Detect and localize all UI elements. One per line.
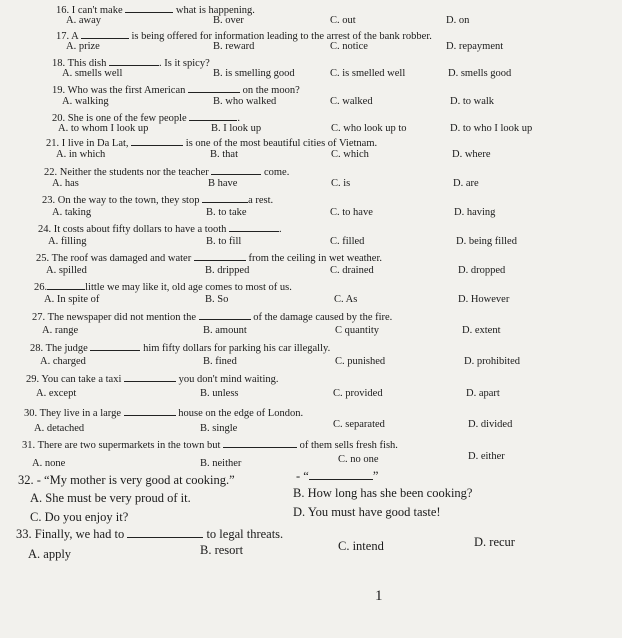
q19-option-b[interactable]: B. who walked [213, 96, 277, 107]
q27-option-b[interactable]: B. amount [203, 325, 247, 336]
q31-option-c[interactable]: C. no one [338, 454, 379, 465]
q29-option-c[interactable]: C. provided [333, 388, 383, 399]
q17-option-d[interactable]: D. repayment [446, 41, 504, 52]
q33-option-b[interactable]: B. resort [200, 543, 244, 557]
q24-option-b[interactable]: B. to fill [206, 236, 242, 247]
page-number: 1 [375, 588, 383, 604]
question-17: 17. A is being offered for information leading to the arrest of the bank robber. [56, 31, 432, 42]
q29-option-b[interactable]: B. unless [200, 388, 239, 399]
question-23: 23. On the way to the town, they stop a rest. [42, 195, 274, 206]
q21-option-b[interactable]: B. that [210, 149, 238, 160]
question-33: 33. Finally, we had to to legal threats. [16, 527, 284, 541]
q25-option-b[interactable]: B. dripped [205, 265, 250, 276]
q31-option-d[interactable]: D. either [468, 451, 505, 462]
q19-option-a[interactable]: A. walking [62, 96, 109, 107]
q20-option-b[interactable]: B. I look up [211, 123, 262, 134]
q18-option-d[interactable]: D. smells good [448, 68, 512, 79]
q33-option-a[interactable]: A. apply [28, 547, 72, 561]
q17-option-c[interactable]: C. notice [330, 41, 368, 52]
q25-option-c[interactable]: C. drained [330, 265, 374, 276]
q23-option-d[interactable]: D. having [454, 207, 496, 218]
q22-option-d[interactable]: D. are [453, 178, 479, 189]
q31-option-a[interactable]: A. none [32, 458, 66, 469]
question-27: 27. The newspaper did not mention the of the damage caused by the fire. [32, 312, 393, 323]
q30-option-b[interactable]: B. single [200, 423, 238, 434]
question-29: 29. You can take a taxi you don't mind waiting. [26, 374, 279, 385]
q26-option-b[interactable]: B. So [205, 294, 229, 305]
q22-option-b[interactable]: B have [208, 178, 238, 189]
q24-option-d[interactable]: D. being filled [456, 236, 517, 247]
question-21: 21. I live in Da Lat, is one of the most beautiful cities of Vietnam. [46, 138, 378, 149]
q21-option-c[interactable]: C. which [331, 149, 369, 160]
q22-option-c[interactable]: C. is [331, 178, 351, 189]
q27-option-c[interactable]: C quantity [335, 325, 380, 336]
q26-option-a[interactable]: A. In spite of [44, 294, 100, 305]
q23-option-b[interactable]: B. to take [206, 207, 247, 218]
q18-option-a[interactable]: A. smells well [62, 68, 123, 79]
q18-option-b[interactable]: B. is smelling good [213, 68, 295, 79]
q32-option-d[interactable]: D. You must have good taste! [293, 505, 441, 519]
q31-option-b[interactable]: B. neither [200, 458, 242, 469]
q30-option-a[interactable]: A. detached [34, 423, 85, 434]
q24-option-c[interactable]: C. filled [330, 236, 365, 247]
q17-option-a[interactable]: A. prize [66, 41, 100, 52]
q28-option-d[interactable]: D. prohibited [464, 356, 520, 367]
q29-option-d[interactable]: D. apart [466, 388, 500, 399]
question-31: 31. There are two supermarkets in the town but of them sells fresh fish. [22, 440, 398, 451]
question-32: 32. - “My mother is very good at cooking.” [18, 473, 235, 487]
question-26: 26. little we may like it, old age comes to most of us. [34, 282, 292, 293]
q29-option-a[interactable]: A. except [36, 388, 77, 399]
q24-option-a[interactable]: A. filling [48, 236, 87, 247]
q20-option-c[interactable]: C. who look up to [331, 123, 407, 134]
q19-option-d[interactable]: D. to walk [450, 96, 495, 107]
q27-option-a[interactable]: A. range [42, 325, 79, 336]
q22-option-a[interactable]: A. has [52, 178, 79, 189]
q20-option-a[interactable]: A. to whom I look up [58, 123, 149, 134]
q30-option-d[interactable]: D. divided [468, 419, 513, 430]
q16-option-d[interactable]: D. on [446, 15, 470, 26]
question-18: 18. This dish . Is it spicy? [52, 58, 210, 69]
q17-option-b[interactable]: B. reward [213, 41, 255, 52]
q20-option-d[interactable]: D. to who I look up [450, 123, 533, 134]
question-28: 28. The judge him fifty dollars for parking his car illegally. [30, 343, 331, 354]
q32-option-c[interactable]: C. Do you enjoy it? [30, 510, 129, 524]
q26-option-d[interactable]: D. However [458, 294, 510, 305]
question-22: 22. Neither the students nor the teacher come. [44, 167, 290, 178]
q30-option-c[interactable]: C. separated [333, 419, 385, 430]
q18-option-c[interactable]: C. is smelled well [330, 68, 406, 79]
q19-option-c[interactable]: C. walked [330, 96, 373, 107]
q28-option-c[interactable]: C. punished [335, 356, 386, 367]
q26-option-c[interactable]: C. As [334, 294, 358, 305]
q21-option-d[interactable]: D. where [452, 149, 491, 160]
q25-option-d[interactable]: D. dropped [458, 265, 506, 276]
q32-option-b[interactable]: B. How long has she been cooking? [293, 486, 473, 500]
q23-option-a[interactable]: A. taking [52, 207, 92, 218]
q32-option-a[interactable]: A. She must be very proud of it. [30, 491, 191, 505]
q33-option-c[interactable]: C. intend [338, 539, 384, 553]
q16-option-a[interactable]: A. away [66, 15, 101, 26]
question-32-response: - “ ” [296, 469, 379, 483]
q16-option-b[interactable]: B. over [213, 15, 244, 26]
q21-option-a[interactable]: A. in which [56, 149, 106, 160]
q23-option-c[interactable]: C. to have [330, 207, 373, 218]
q28-option-b[interactable]: B. fined [203, 356, 237, 367]
q27-option-d[interactable]: D. extent [462, 325, 501, 336]
question-25: 25. The roof was damaged and water from the ceiling in wet weather. [36, 253, 383, 264]
question-20: 20. She is one of the few people . [52, 113, 240, 124]
q28-option-a[interactable]: A. charged [40, 356, 86, 367]
question-30: 30. They live in a large house on the edge of London. [24, 408, 304, 419]
question-16: 16. I can't make what is happening. [56, 5, 255, 16]
q16-option-c[interactable]: C. out [330, 15, 356, 26]
question-19: 19. Who was the first American on the moon? [52, 85, 300, 96]
q33-option-d[interactable]: D. recur [474, 535, 515, 549]
q25-option-a[interactable]: A. spilled [46, 265, 87, 276]
question-24: 24. It costs about fifty dollars to have a tooth . [38, 224, 282, 235]
